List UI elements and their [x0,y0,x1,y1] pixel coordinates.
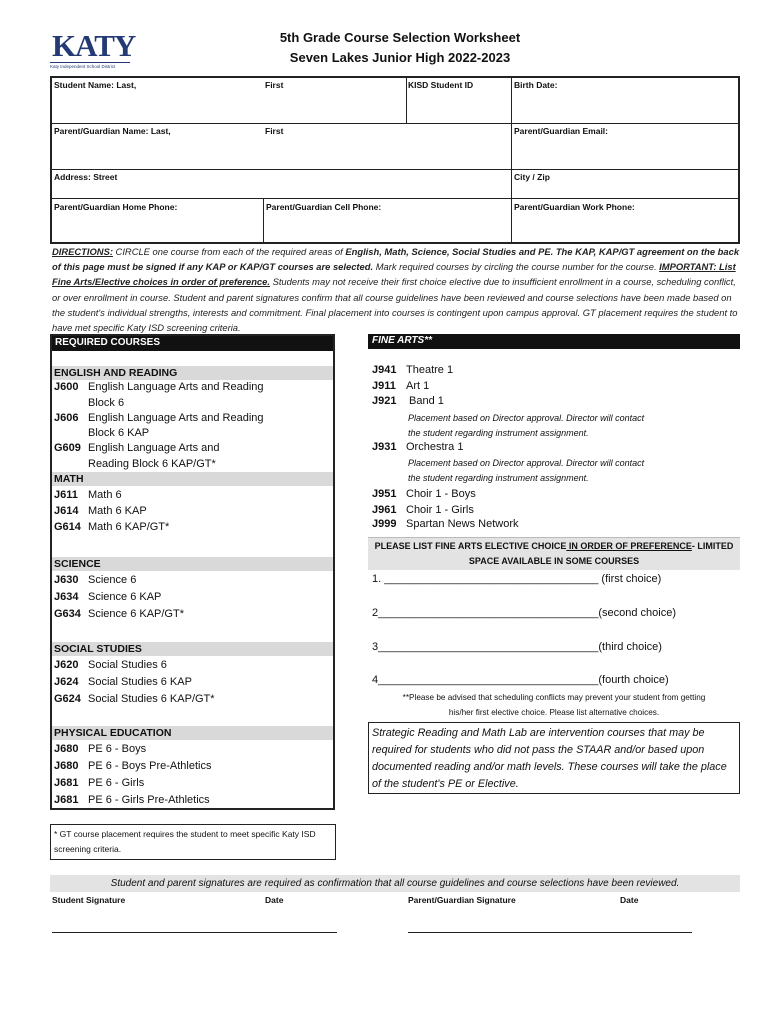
required-courses-box [50,334,335,810]
cell-phone-field[interactable]: Parent/Guardian Cell Phone: [266,202,382,212]
course-option[interactable] [54,488,122,503]
course-code: G634 [54,608,81,620]
course-name: Social Studies 6 [88,659,167,671]
course-code: J681 [54,794,79,806]
course-option[interactable] [54,607,184,622]
course-option[interactable] [54,759,212,774]
student-date-label: Date [265,895,284,905]
course-code: J681 [54,777,79,789]
course-name: PE 6 - Boys [88,743,147,755]
course-name: Art 1 [406,380,430,392]
course-code: G624 [54,693,81,705]
course-option[interactable] [54,573,136,588]
course-option[interactable] [54,692,215,707]
kisd-id-field[interactable]: KISD Student ID [408,80,474,90]
birth-date-field[interactable]: Birth Date: [514,80,558,90]
address-field[interactable]: Address: Street [54,172,118,182]
preference-heading [368,538,740,570]
intervention-note: Strategic Reading and Math Lab are intervention courses that may be required for students who did not pass the STAAR and/or based upon documented reading and/or math levels. These courses will take the place of the student's PE or Elective. [368,722,740,794]
orchestra-note-1: Placement based on Director approval. Director will contact [408,458,645,468]
course-name: Choir 1 - Boys [406,488,476,500]
course-name: English Language Arts and Reading [88,381,264,393]
parent-signature-line[interactable] [408,932,692,933]
course-option[interactable] [372,487,476,502]
student-signature-label: Student Signature [52,895,126,905]
fourth-choice-line[interactable]: 4____________________________________(fourth choice) [372,674,669,686]
course-code: J921 [372,395,397,407]
course-code: J931 [372,441,397,453]
third-choice-line[interactable]: 3____________________________________(third choice) [372,641,662,653]
band-note-2: the student regarding instrument assignment. [408,428,589,438]
student-info-grid [50,76,740,244]
student-first-field[interactable]: First [265,80,284,90]
course-name-cont: Block 6 [88,397,125,409]
course-code: G614 [54,521,81,533]
course-option[interactable] [54,793,210,808]
course-name: Math 6 KAP/GT* [88,521,170,533]
course-option[interactable] [372,517,519,532]
course-option[interactable] [372,440,463,455]
course-name: Theatre 1 [406,364,454,376]
course-code: J630 [54,574,79,586]
course-option[interactable] [54,658,167,673]
english-heading: ENGLISH AND READING [52,366,333,380]
course-option[interactable] [54,520,169,535]
city-zip-field[interactable]: City / Zip [514,172,550,182]
logo-subtitle: Katy Independent School District [50,62,130,69]
course-name: English Language Arts and Reading [88,412,264,424]
page-title: 5th Grade Course Selection Worksheet [279,30,521,45]
course-code: J634 [54,591,79,603]
course-name: Math 6 KAP [88,505,147,517]
math-heading: MATH [52,472,333,486]
pe-heading: PHYSICAL EDUCATION [52,726,333,740]
course-option[interactable] [54,411,264,426]
course-code: J624 [54,676,79,688]
orchestra-note-2: the student regarding instrument assignment. [408,473,589,483]
course-code: J614 [54,505,79,517]
first-choice-line[interactable]: 1. ___________________________________ (first choice) [372,573,662,585]
course-option[interactable] [372,379,429,394]
band-note-1: Placement based on Director approval. Director will contact [408,413,645,423]
course-name: Math 6 [88,489,122,501]
course-name: Social Studies 6 KAP [88,676,192,688]
course-code: J606 [54,412,79,424]
directions-part-2: Mark required courses by circling the course number for the course. [373,261,660,273]
course-code: J941 [372,364,397,376]
course-name: Band 1 [406,395,444,407]
signature-banner: Student and parent signatures are required as confirmation that all course guidelines and course selections have been reviewed. [50,875,740,892]
course-code: J951 [372,488,397,500]
fine-arts-heading: FINE ARTS** [368,334,740,349]
directions-bold: English, Math, Science, Social Studies and PE. The KAP, KAP/GT agreement on the back of this page must be signed if any KAP or KAP/GT courses are selected. [52,246,740,273]
page-subtitle: Seven Lakes Junior High 2022-2023 [289,50,511,65]
student-signature-line[interactable] [52,932,337,933]
course-name: Choir 1 - Girls [406,504,474,516]
course-option[interactable] [372,503,474,518]
parent-email-field[interactable]: Parent/Guardian Email: [514,126,608,136]
work-phone-field[interactable]: Parent/Guardian Work Phone: [514,202,635,212]
parent-name-field[interactable]: Parent/Guardian Name: Last, [54,126,171,136]
directions-label: DIRECTIONS: [52,246,113,257]
second-choice-line[interactable]: 2____________________________________(second choice) [372,607,677,619]
course-name: PE 6 - Boys Pre-Athletics [88,760,212,772]
parent-first-field[interactable]: First [265,126,284,136]
elective-preference-box [368,537,740,719]
home-phone-field[interactable]: Parent/Guardian Home Phone: [54,202,178,212]
preference-heading-3: SPACE AVAILABLE IN SOME COURSES [468,556,640,566]
course-code: J961 [372,504,397,516]
course-name-cont: Reading Block 6 KAP/GT* [88,458,216,470]
parent-date-label: Date [620,895,639,905]
directions-important: IMPORTANT: List Fine Arts/Elective choices in order of preference. [52,261,736,288]
course-code: J611 [54,489,78,501]
course-code: J600 [54,381,79,393]
course-name: Orchestra 1 [406,441,464,453]
course-option[interactable] [54,380,264,395]
preference-heading-underlined: IN ORDER OF PREFERENCE [566,541,692,551]
course-option[interactable] [372,363,453,378]
preference-heading-2: - LIMITED [691,541,734,551]
course-code: G609 [54,442,81,454]
course-code: J620 [54,659,79,671]
directions-part-1: CIRCLE one course from each of the required areas of [112,246,346,257]
course-option[interactable] [54,776,144,791]
course-option[interactable] [54,504,147,519]
science-heading: SCIENCE [52,557,333,571]
course-name: Science 6 [88,574,137,586]
advise-note-1: **Please be advised that scheduling conflicts may prevent your student from getting [402,693,706,702]
social-studies-heading: SOCIAL STUDIES [52,642,333,656]
course-name: PE 6 - Girls [88,777,145,789]
course-name: English Language Arts and [88,442,220,454]
katy-logo: KATY [52,28,136,63]
course-name: PE 6 - Girls Pre-Athletics [88,794,210,806]
advise-note-2: his/her first elective choice. Please list alternative choices. [448,708,660,717]
course-option[interactable] [54,675,192,690]
gt-placement-note: * GT course placement requires the student to meet specific Katy ISD screening criteria. [50,824,336,860]
preference-heading-1: PLEASE LIST FINE ARTS ELECTIVE CHOICE [374,541,567,551]
course-option[interactable] [372,394,444,409]
course-option[interactable] [54,742,146,757]
course-code: J680 [54,743,79,755]
course-name: Social Studies 6 KAP/GT* [88,693,215,705]
course-code: J999 [372,518,397,530]
student-name-field[interactable]: Student Name: Last, [54,80,137,90]
fine-arts-box [368,334,740,536]
course-name-cont: Block 6 KAP [88,427,150,439]
course-name: Spartan News Network [406,518,519,530]
course-option[interactable] [54,441,220,456]
directions-text [52,244,742,335]
directions-part-3: Students may not receive their first choice elective due to insufficient enrollment in a course, scheduling conflict, or over enrollment in course. Student and parent signatures confirm that all course guidelines have been reviewed and course selections have been made based on the student's individual strengths, interests and commitment. Final placement into courses is contingent upon campus approval. GT placement requires the student to have met specific Katy ISD screening criteria. [52,276,738,334]
parent-signature-label: Parent/Guardian Signature [408,895,516,905]
course-code: J911 [372,380,396,392]
required-courses-heading: REQUIRED COURSES [52,336,333,351]
course-name: Science 6 KAP/GT* [88,608,184,620]
course-option[interactable] [54,590,161,605]
course-name: Science 6 KAP [88,591,162,603]
course-code: J680 [54,760,79,772]
